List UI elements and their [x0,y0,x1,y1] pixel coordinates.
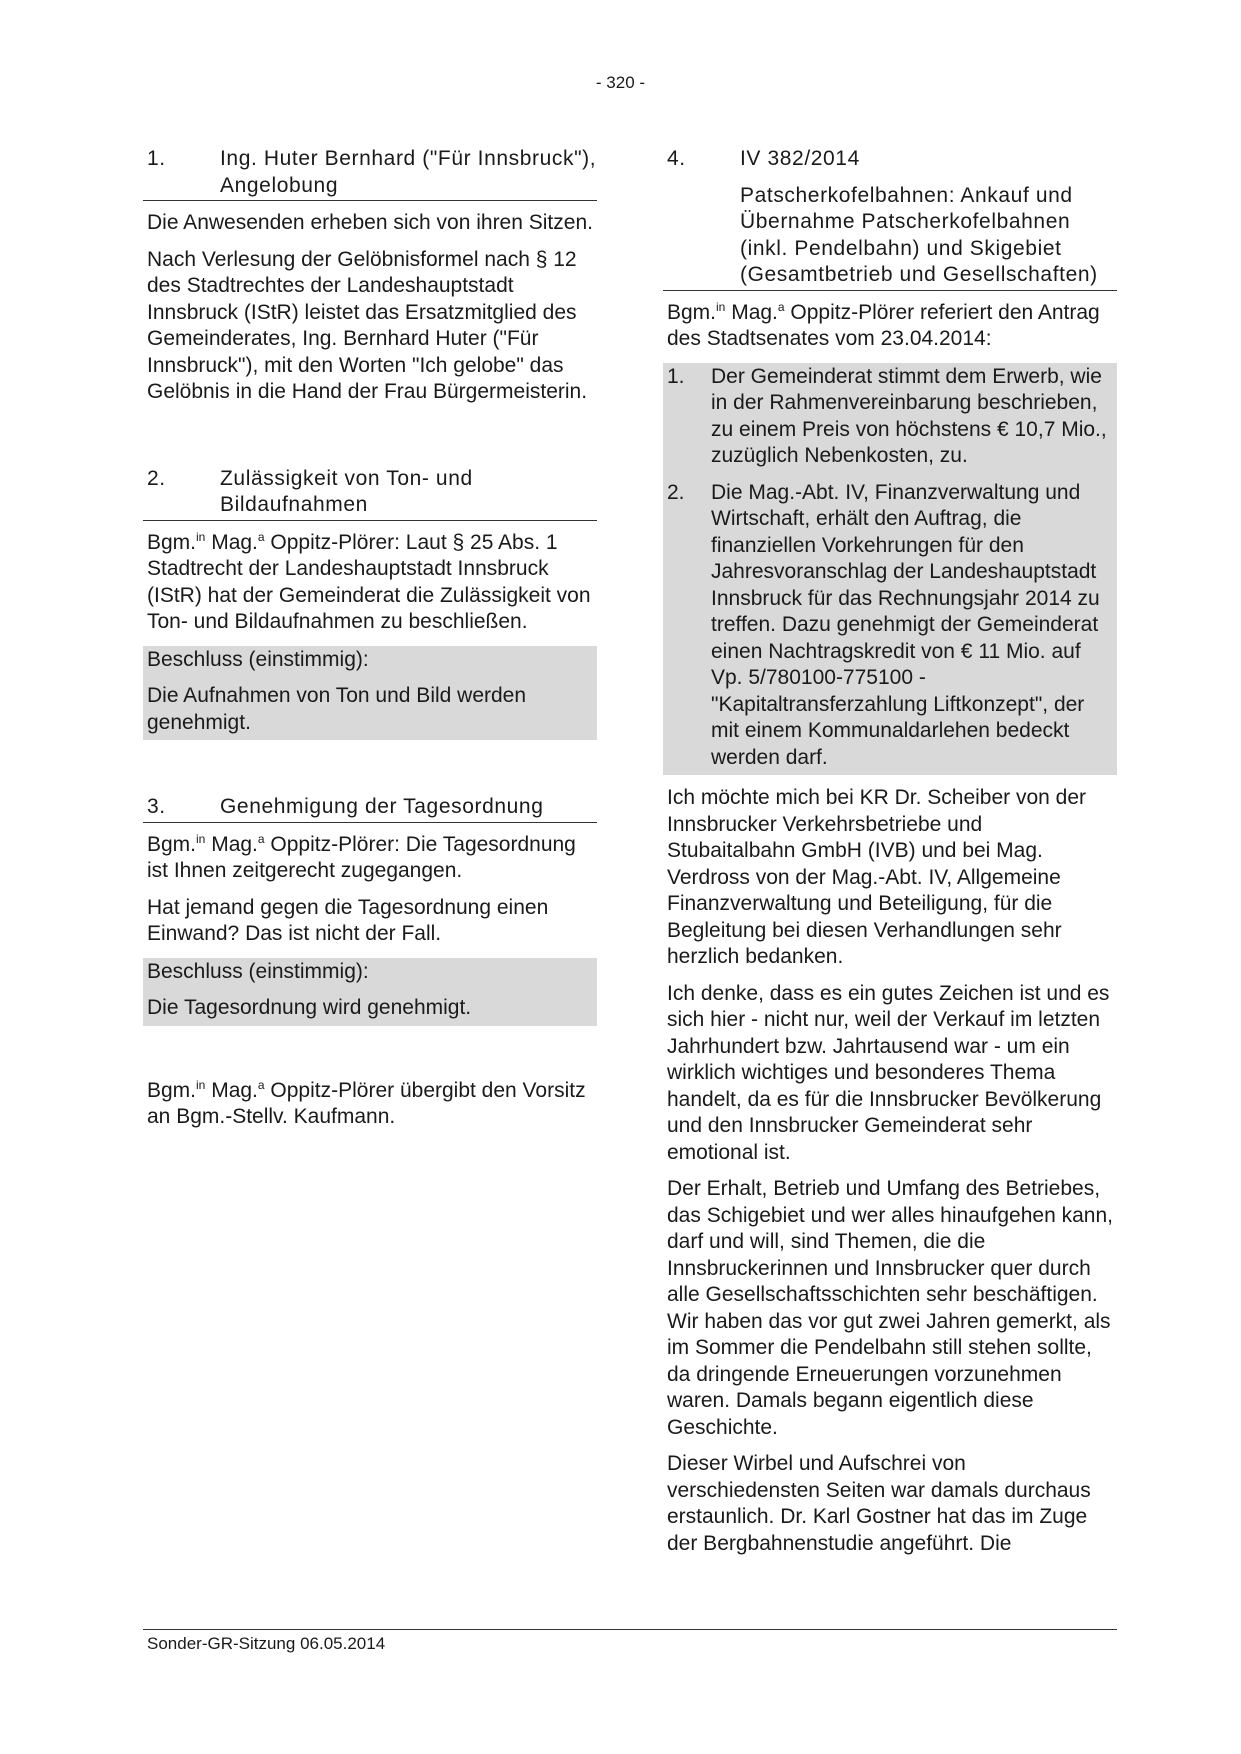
decision-text: Die Tagesordnung wird genehmigt. [147,996,472,1019]
list-text: Die Mag.-Abt. IV, Finanzverwaltung und Wirtschaft, erhält den Auftrag, die finanziellen Vorkehrungen für den Jahresvoranschlag der Landeshauptstadt Innsbruck für das Rechnungsjahr 2014 zu treffen. Dazu genehmigt der Gemeinderat einen Nachtragskredit von € 11 Mio. auf Vp. 5/780100-775100 - "Kapitaltransferzahlung Liftkonzept", der mit einem Kommunaldarlehen bedeckt werden darf. [711,480,1100,769]
paragraph: Bgm.$^{in}$ Mag.$^a$ Oppitz-Plörer: Die Tagesordnung ist Ihnen zeitgerecht zugegangen. [147,831,576,882]
section-title: Zulässigkeit von Ton- und Bildaufnahmen [220,466,473,516]
section-number: 4. [667,147,686,170]
paragraph: Bgm.$^{in}$ Mag.$^a$ Oppitz-Plörer referiert den Antrag des Stadtsenates vom 23.04.2014: [667,299,1100,350]
paragraph: Ich möchte mich bei KR Dr. Scheiber von der Innsbrucker Verkehrsbetriebe und Stubaitalbahn GmbH (IVB) und bei Mag. Verdross von der Mag.-Abt. IV, Allgemeine Finanzverwaltung und Beteiligung, für die Begleitung bei diesen Verhandlungen sehr herzlich bedanken. [667,786,1087,968]
section-title: Ing. Huter Bernhard ("Für Innsbruck"), Angelobung [220,147,597,197]
list-number: 2. [667,480,685,504]
section-title: IV 382/2014 [740,147,860,170]
list-item [663,364,1117,470]
page-number: - 320 - [595,73,646,92]
list-text: Der Gemeinderat stimmt dem Erwerb, wie in der Rahmenvereinbarung beschrieben, zu einem Preis von höchstens € 10,7 Mio., zuzüglich Nebenkosten, zu. [711,364,1107,467]
footer: Sonder-GR-Sitzung 06.05.2014 [147,1634,386,1653]
footer-rule [143,1629,1117,1630]
decision-text: Die Aufnahmen von Ton und Bild werden genehmigt. [147,684,527,734]
paragraph: Nach Verlesung der Gelöbnisformel nach § 12 des Stadtrechtes der Landeshauptstadt Innsbruck (IStR) leistet das Ersatzmitglied des Gemeinderates, Ing. Bernhard Huter ("Für Innsbruck"), mit den Worten "Ich gelobe" das Gelöbnis in die Hand der Frau Bürgermeisterin. [147,247,588,403]
paragraph: Bgm.$^{in}$ Mag.$^a$ Oppitz-Plörer: Laut § 25 Abs. 1 Stadtrecht der Landeshauptstadt Innsbruck (IStR) hat der Gemeinderat die Zulässigkeit von Ton- und Bildaufnahmen zu beschließen. [147,529,591,633]
paragraph: Bgm.$^{in}$ Mag.$^a$ Oppitz-Plörer übergibt den Vorsitz an Bgm.-Stellv. Kaufmann. [147,1077,586,1128]
list-item [663,480,1117,772]
section-number: 1. [147,147,166,170]
section-heading-2 [143,466,597,521]
list-number: 1. [667,364,685,388]
paragraph: Hat jemand gegen die Tagesordnung einen Einwand? Das ist nicht der Fall. [147,895,549,945]
paragraph: Der Erhalt, Betrieb und Umfang des Betriebes, das Schigebiet und wer alles hinaufgehen kann, darf und will, sind Themen, die die Innsbruckerinnen und Innsbrucker quer durch alle Gesellschaftsschichten sehr beschäftigen. Wir haben das vor gut zwei Jahren gemerkt, als im Sommer die Pendelbahn still stehen sollte, da dringende Erneuerungen vorzunehmen waren. Damals begann eigentlich diese Geschichte. [667,1177,1113,1439]
section-number: 2. [147,466,166,490]
decision-label: Beschluss (einstimmig): [147,959,369,983]
section-heading-3 [143,794,597,823]
section-subtitle: Patscherkofelbahnen: Ankauf und Übernahme Patscherkofelbahnen (inkl. Pendelbahn) und Skigebiet (Gesamtbetrieb und Gesellschaften) [740,183,1098,286]
paragraph: Ich denke, dass es ein gutes Zeichen ist und es sich hier - nicht nur, weil der Verkauf im letzten Jahrhundert bzw. Jahrtausend war - um ein wirklich wichtiges und besonderes Thema handelt, da es für die Innsbrucker Bevölkerung und den Innsbrucker Gemeinderat sehr emotional ist. [667,981,1110,1164]
right-column [663,146,1117,1567]
decision-box [143,646,597,741]
section-heading-1 [143,146,597,201]
section-number: 3. [147,795,166,818]
left-column [143,146,597,1141]
section-heading-4 [663,146,1117,291]
paragraph: Die Anwesenden erheben sich von ihren Sitzen. [147,211,593,234]
decision-box [143,958,597,1026]
decision-label: Beschluss (einstimmig): [147,647,369,671]
motion-box [663,363,1117,776]
paragraph: Dieser Wirbel und Aufschrei von verschiedensten Seiten war damals durchaus erstaunlich. Dr. Karl Gostner hat das im Zuge der Bergbahnenstudie angeführt. Die [667,1452,1091,1555]
section-title: Genehmigung der Tagesordnung [220,795,544,818]
